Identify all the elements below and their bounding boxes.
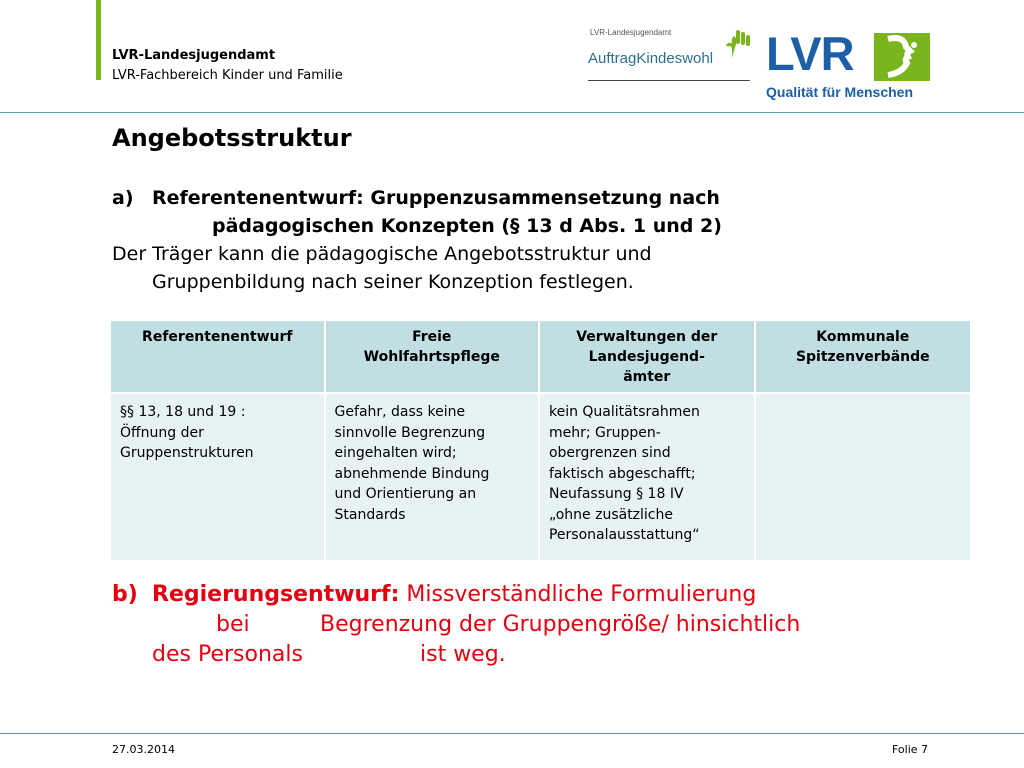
comparison-table: [109, 319, 972, 562]
column-header: Freie Wohlfahrtspflege: [325, 320, 539, 393]
column-header: Kommunale Spitzenverbände: [755, 320, 971, 393]
column-header: Referentenentwurf: [110, 320, 325, 393]
auftrag-logo-main-text: AuftragKindeswohl: [588, 50, 714, 67]
table-header-row: [110, 320, 971, 393]
header-divider: [0, 112, 1024, 113]
section-b-bold-heading: Regierungsentwurf:: [152, 582, 400, 607]
section-b-line2b: Begrenzung der Gruppengröße/ hinsichtlich: [320, 612, 801, 637]
hand-icon: [724, 28, 754, 60]
table-row: [110, 393, 971, 561]
table-cell: Gefahr, dass keine sinnvolle Begrenzung eingehalten wird; abnehmende Bindung und Orientierung an Standards: [325, 393, 539, 561]
column-header: Verwaltungen der Landesjugend- ämter: [539, 320, 755, 393]
section-b-line1: [152, 580, 756, 610]
slide-title: Angebotsstruktur: [112, 124, 352, 152]
organization-block: [112, 46, 343, 86]
auftrag-logo-underline: [588, 80, 750, 81]
table-cell: kein Qualitätsrahmen mehr; Gruppen- obergrenzen sind faktisch abgeschafft; Neufassung § 18 IV „ohne zusätzliche Personalausstattung“: [539, 393, 755, 561]
section-b-line3a: des Personals: [152, 642, 303, 667]
lvr-logo: [766, 27, 932, 102]
org-name: LVR-Landesjugendamt: [112, 48, 276, 63]
table-cell-empty: [755, 393, 971, 561]
footer-date: 27.03.2014: [112, 743, 175, 756]
lvr-logo-green-square: [874, 33, 930, 81]
header-accent-bar: [96, 0, 101, 80]
face-profile-icon: [874, 33, 930, 81]
paragraph-line2: Gruppenbildung nach seiner Konzeption festlegen.: [152, 271, 634, 293]
section-a-heading-line1: Referentenentwurf: Gruppenzusammensetzung nach: [152, 187, 720, 209]
auftrag-logo-small-text: LVR-Landesjugendamt: [590, 28, 672, 37]
section-b-line2a: bei: [216, 612, 250, 637]
body-paragraph: [112, 240, 872, 296]
slide-number: Folie 7: [892, 743, 929, 756]
paragraph-line1: Der Träger kann die pädagogische Angebotsstruktur und: [112, 243, 652, 265]
auftrag-kindeswohl-logo: [588, 28, 753, 82]
section-b-label: b): [112, 582, 138, 607]
table-cell: §§ 13, 18 und 19 : Öffnung der Gruppenstrukturen: [110, 393, 325, 561]
lvr-logo-subtitle: Qualität für Menschen: [766, 84, 914, 100]
section-a-label: a): [112, 187, 134, 209]
footer-divider: [0, 733, 1024, 734]
org-department: LVR-Fachbereich Kinder und Familie: [112, 68, 343, 83]
section-a-heading-line2: pädagogischen Konzepten (§ 13 d Abs. 1 und 2): [212, 215, 722, 237]
lvr-logo-text: LVR: [766, 27, 854, 80]
section-b-line1-rest: Missverständliche Formulierung: [399, 582, 757, 607]
section-b-line3b: ist weg.: [420, 642, 506, 667]
